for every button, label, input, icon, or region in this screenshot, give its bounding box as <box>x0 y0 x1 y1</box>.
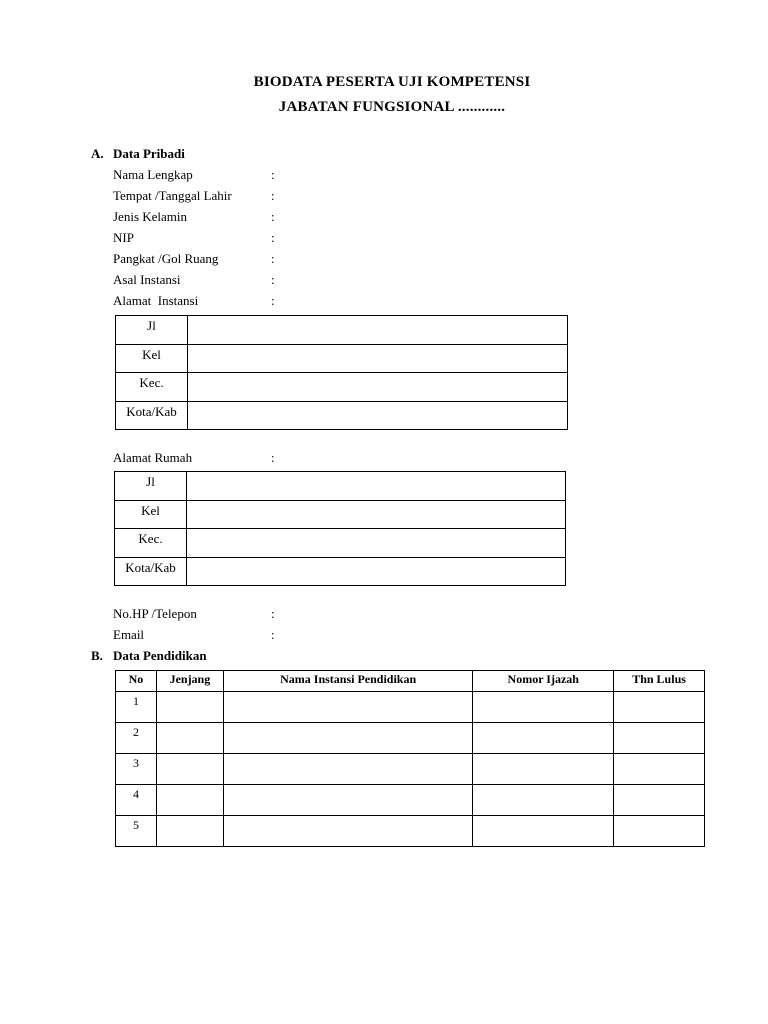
address-value-kota-kab[interactable] <box>187 557 566 586</box>
cell-nomor-ijazah[interactable] <box>473 723 614 754</box>
cell-nama-instansi[interactable] <box>223 816 473 847</box>
row-number: 5 <box>116 816 157 847</box>
field-colon: : <box>271 450 275 465</box>
address-label-jl: Jl <box>116 316 188 345</box>
cell-jenjang[interactable] <box>156 692 223 723</box>
field-colon: : <box>271 167 275 182</box>
address-value-jl[interactable] <box>187 472 566 501</box>
field-label: NIP <box>113 230 134 245</box>
cell-nama-instansi[interactable] <box>223 723 473 754</box>
row-number: 1 <box>116 692 157 723</box>
alamat-instansi-table <box>115 315 568 430</box>
section-a-title: Data Pribadi <box>113 146 185 161</box>
row-number: 4 <box>116 785 157 816</box>
cell-jenjang[interactable] <box>156 785 223 816</box>
address-value-kel[interactable] <box>188 344 568 373</box>
field-label: Tempat /Tanggal Lahir <box>113 188 232 203</box>
cell-nomor-ijazah[interactable] <box>473 692 614 723</box>
education-table <box>115 670 705 847</box>
table-header-row <box>116 671 705 692</box>
field-colon: : <box>271 293 275 308</box>
field-colon: : <box>271 606 275 621</box>
address-value-kec[interactable] <box>187 529 566 558</box>
field-colon: : <box>271 188 275 203</box>
column-header-no: No <box>116 671 157 692</box>
column-header-nomor-ijazah: Nomor Ijazah <box>473 671 614 692</box>
field-colon: : <box>271 209 275 224</box>
address-value-jl[interactable] <box>188 316 568 345</box>
address-label-kec: Kec. <box>116 373 188 402</box>
alamat-rumah-table <box>114 471 566 586</box>
address-value-kel[interactable] <box>187 500 566 529</box>
table-row <box>116 785 705 816</box>
table-row <box>116 344 568 373</box>
table-row <box>116 692 705 723</box>
column-header-jenjang: Jenjang <box>156 671 223 692</box>
address-label-kota-kab: Kota/Kab <box>116 401 188 430</box>
field-colon: : <box>271 251 275 266</box>
column-header-nama-instansi: Nama Instansi Pendidikan <box>223 671 473 692</box>
cell-thn-lulus[interactable] <box>614 816 705 847</box>
field-label: Asal Instansi <box>113 272 181 287</box>
section-b-letter: B. <box>91 648 103 663</box>
address-label-jl: Jl <box>115 472 187 501</box>
cell-nama-instansi[interactable] <box>223 692 473 723</box>
cell-nomor-ijazah[interactable] <box>473 785 614 816</box>
table-row <box>116 373 568 402</box>
field-colon: : <box>271 272 275 287</box>
document-subtitle: JABATAN FUNGSIONAL ............ <box>278 99 506 115</box>
row-number: 3 <box>116 754 157 785</box>
field-label: No.HP /Telepon <box>113 606 197 621</box>
table-row <box>115 472 566 501</box>
section-b-title: Data Pendidikan <box>113 648 207 663</box>
table-row <box>115 557 566 586</box>
address-value-kec[interactable] <box>188 373 568 402</box>
address-label-kel: Kel <box>116 344 188 373</box>
cell-nama-instansi[interactable] <box>223 785 473 816</box>
cell-jenjang[interactable] <box>156 723 223 754</box>
table-row <box>115 529 566 558</box>
table-row <box>115 500 566 529</box>
cell-jenjang[interactable] <box>156 816 223 847</box>
cell-thn-lulus[interactable] <box>614 692 705 723</box>
cell-jenjang[interactable] <box>156 754 223 785</box>
field-colon: : <box>271 230 275 245</box>
cell-thn-lulus[interactable] <box>614 785 705 816</box>
address-label-kota-kab: Kota/Kab <box>115 557 187 586</box>
field-label: Alamat Rumah <box>113 450 193 465</box>
field-colon: : <box>271 627 275 642</box>
address-value-kota-kab[interactable] <box>188 401 568 430</box>
column-header-thn-lulus: Thn Lulus <box>614 671 705 692</box>
document-title: BIODATA PESERTA UJI KOMPETENSI <box>253 74 531 90</box>
field-label: Pangkat /Gol Ruang <box>113 251 219 266</box>
address-label-kel: Kel <box>115 500 187 529</box>
field-label: Jenis Kelamin <box>113 209 188 224</box>
cell-thn-lulus[interactable] <box>614 754 705 785</box>
table-row <box>116 723 705 754</box>
table-row <box>116 401 568 430</box>
field-label: Email <box>113 627 145 642</box>
cell-thn-lulus[interactable] <box>614 723 705 754</box>
address-label-kec: Kec. <box>115 529 187 558</box>
row-number: 2 <box>116 723 157 754</box>
table-row <box>116 316 568 345</box>
table-row <box>116 816 705 847</box>
field-label: Alamat Instansi <box>113 293 199 308</box>
table-row <box>116 754 705 785</box>
section-a-letter: A. <box>91 146 104 161</box>
cell-nomor-ijazah[interactable] <box>473 816 614 847</box>
cell-nomor-ijazah[interactable] <box>473 754 614 785</box>
cell-nama-instansi[interactable] <box>223 754 473 785</box>
field-label: Nama Lengkap <box>113 167 193 182</box>
